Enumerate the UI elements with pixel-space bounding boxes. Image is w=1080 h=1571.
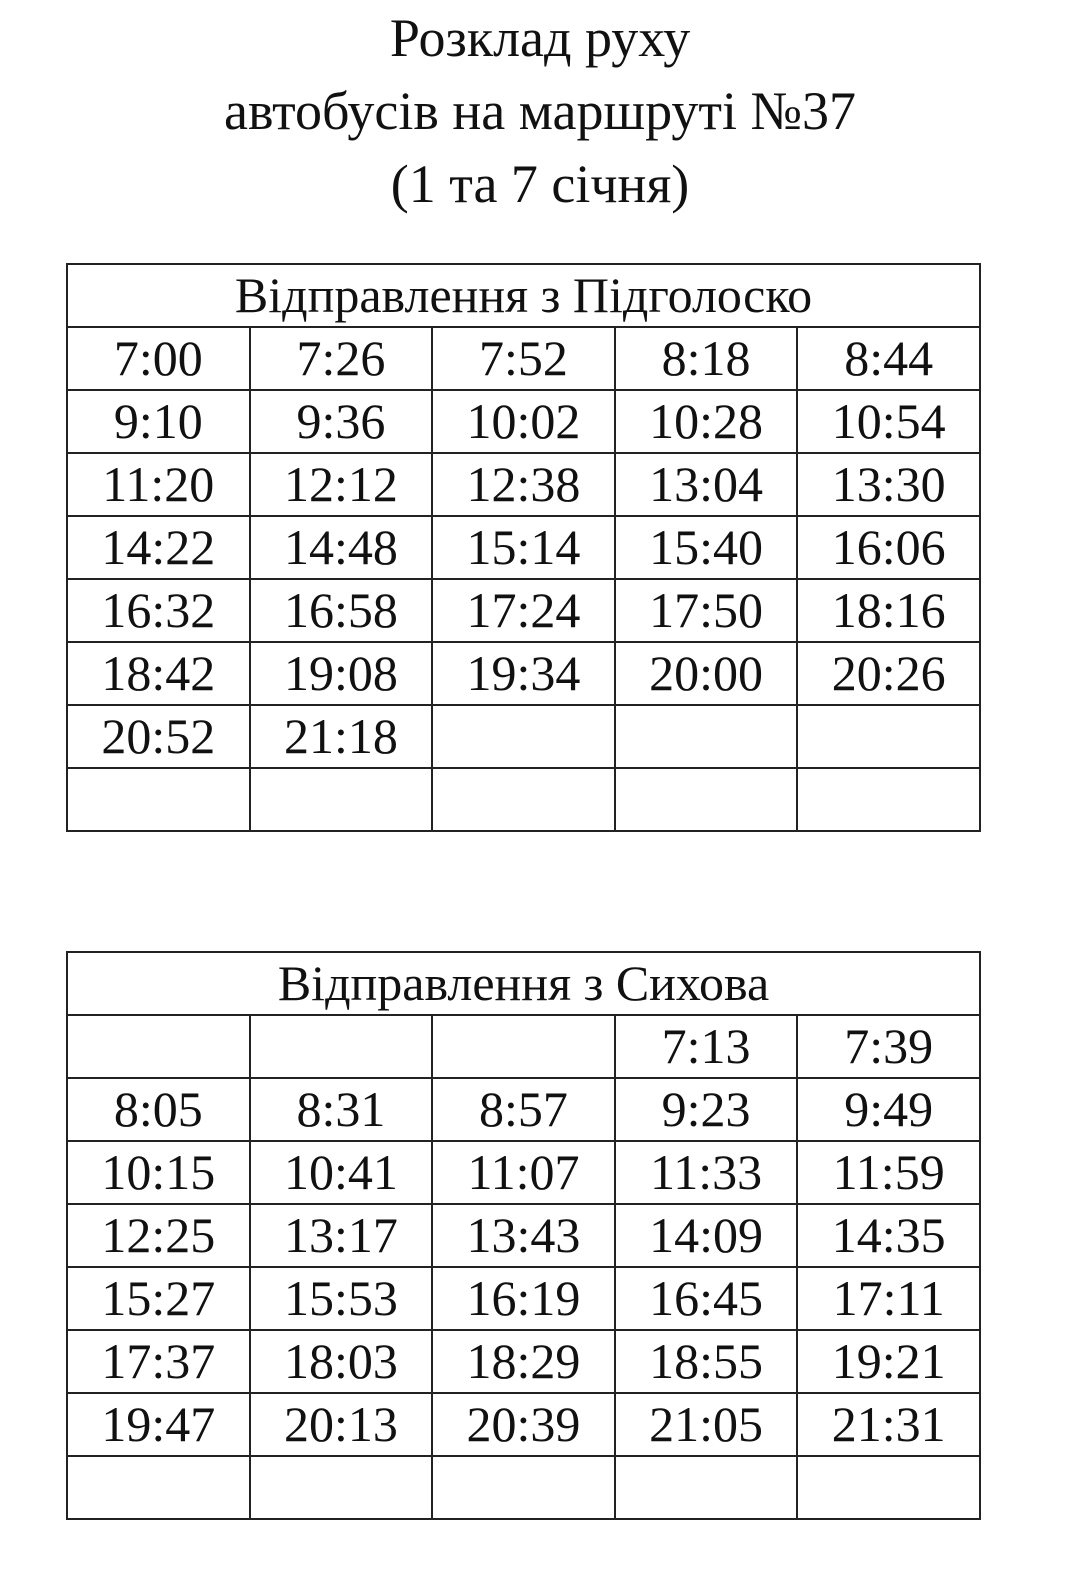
- departure-time-cell: 8:18: [615, 327, 798, 390]
- table-row: [67, 1267, 980, 1330]
- table-heading: Відправлення з Підголоско: [67, 264, 980, 327]
- departure-time-cell: 8:44: [797, 327, 980, 390]
- table-row: [67, 705, 980, 768]
- departure-time-cell: 18:42: [67, 642, 250, 705]
- departure-time-cell: [797, 705, 980, 768]
- document-title: [0, 2, 1080, 221]
- departure-time-cell: [797, 768, 980, 831]
- departure-time-cell: 19:47: [67, 1393, 250, 1456]
- departure-time-cell: [67, 1015, 250, 1078]
- departure-time-cell: 16:06: [797, 516, 980, 579]
- table-row: [67, 1204, 980, 1267]
- table-row: [67, 453, 980, 516]
- departure-time-cell: 21:31: [797, 1393, 980, 1456]
- table-row: [67, 579, 980, 642]
- departure-time-cell: 14:09: [615, 1204, 798, 1267]
- departure-time-cell: 15:27: [67, 1267, 250, 1330]
- departure-time-cell: 9:10: [67, 390, 250, 453]
- departure-time-cell: 21:18: [250, 705, 433, 768]
- departure-time-cell: 10:41: [250, 1141, 433, 1204]
- table-row: [67, 1015, 980, 1078]
- departure-time-cell: 9:49: [797, 1078, 980, 1141]
- departure-time-cell: 18:55: [615, 1330, 798, 1393]
- departure-time-cell: [615, 768, 798, 831]
- departure-time-cell: 13:30: [797, 453, 980, 516]
- departure-time-cell: 20:00: [615, 642, 798, 705]
- departure-time-cell: 19:34: [432, 642, 615, 705]
- title-line-3: (1 та 7 січня): [390, 154, 690, 214]
- departure-time-cell: [250, 1456, 433, 1519]
- departure-time-cell: 7:13: [615, 1015, 798, 1078]
- table-heading: Відправлення з Сихова: [67, 952, 980, 1015]
- departure-time-cell: 15:14: [432, 516, 615, 579]
- departure-time-cell: 20:39: [432, 1393, 615, 1456]
- table-heading-row: [67, 264, 980, 327]
- departure-time-cell: [615, 705, 798, 768]
- departure-time-cell: 17:11: [797, 1267, 980, 1330]
- departure-time-cell: 13:17: [250, 1204, 433, 1267]
- table-row: [67, 1456, 980, 1519]
- table-row: [67, 768, 980, 831]
- departure-time-cell: 17:24: [432, 579, 615, 642]
- departure-time-cell: 20:52: [67, 705, 250, 768]
- departure-time-cell: 16:32: [67, 579, 250, 642]
- departure-time-cell: 16:58: [250, 579, 433, 642]
- table-row: [67, 642, 980, 705]
- departure-time-cell: 13:43: [432, 1204, 615, 1267]
- departure-time-cell: [432, 705, 615, 768]
- departure-time-cell: 11:33: [615, 1141, 798, 1204]
- departure-time-cell: 12:12: [250, 453, 433, 516]
- departure-time-cell: 13:04: [615, 453, 798, 516]
- departure-time-cell: [797, 1456, 980, 1519]
- table-row: [67, 327, 980, 390]
- departure-time-cell: [432, 1456, 615, 1519]
- departure-time-cell: 9:36: [250, 390, 433, 453]
- table-row: [67, 1078, 980, 1141]
- departure-time-cell: 10:54: [797, 390, 980, 453]
- title-line-1: Розклад руху: [389, 8, 691, 68]
- table-row: [67, 1393, 980, 1456]
- departure-time-cell: 8:05: [67, 1078, 250, 1141]
- departure-time-cell: 16:19: [432, 1267, 615, 1330]
- departure-time-cell: 11:20: [67, 453, 250, 516]
- departure-time-cell: 10:02: [432, 390, 615, 453]
- departure-time-cell: 8:57: [432, 1078, 615, 1141]
- departures-table-pidholosko: [66, 263, 981, 832]
- departure-time-cell: 18:29: [432, 1330, 615, 1393]
- departure-time-cell: 8:31: [250, 1078, 433, 1141]
- departures-table-sykhiv: [66, 951, 981, 1520]
- departure-time-cell: 18:03: [250, 1330, 433, 1393]
- departure-time-cell: [67, 768, 250, 831]
- departure-time-cell: [250, 768, 433, 831]
- departure-time-cell: [432, 768, 615, 831]
- departure-time-cell: 14:35: [797, 1204, 980, 1267]
- departure-time-cell: 7:39: [797, 1015, 980, 1078]
- departure-time-cell: 11:59: [797, 1141, 980, 1204]
- departure-time-cell: 10:28: [615, 390, 798, 453]
- departure-time-cell: 9:23: [615, 1078, 798, 1141]
- departure-time-cell: 7:26: [250, 327, 433, 390]
- departure-time-cell: [432, 1015, 615, 1078]
- departure-time-cell: 17:50: [615, 579, 798, 642]
- departure-time-cell: 16:45: [615, 1267, 798, 1330]
- departure-time-cell: 12:38: [432, 453, 615, 516]
- table-body: [67, 327, 980, 831]
- departure-time-cell: 7:00: [67, 327, 250, 390]
- table-heading-row: [67, 952, 980, 1015]
- table-row: [67, 1141, 980, 1204]
- departure-time-cell: 11:07: [432, 1141, 615, 1204]
- departure-time-cell: 17:37: [67, 1330, 250, 1393]
- departure-time-cell: 19:21: [797, 1330, 980, 1393]
- departure-time-cell: 21:05: [615, 1393, 798, 1456]
- departure-time-cell: 7:52: [432, 327, 615, 390]
- departure-time-cell: 14:22: [67, 516, 250, 579]
- title-line-2: автобусів на маршруті №37: [223, 81, 857, 141]
- departure-time-cell: 10:15: [67, 1141, 250, 1204]
- departure-time-cell: 14:48: [250, 516, 433, 579]
- departure-time-cell: [67, 1456, 250, 1519]
- table-row: [67, 516, 980, 579]
- departure-time-cell: 20:26: [797, 642, 980, 705]
- departure-time-cell: 18:16: [797, 579, 980, 642]
- departure-time-cell: 15:53: [250, 1267, 433, 1330]
- departure-time-cell: [250, 1015, 433, 1078]
- departure-time-cell: 19:08: [250, 642, 433, 705]
- departure-time-cell: 20:13: [250, 1393, 433, 1456]
- departure-time-cell: [615, 1456, 798, 1519]
- table-row: [67, 1330, 980, 1393]
- departure-time-cell: 12:25: [67, 1204, 250, 1267]
- table-row: [67, 390, 980, 453]
- departure-time-cell: 15:40: [615, 516, 798, 579]
- table-body: [67, 1015, 980, 1519]
